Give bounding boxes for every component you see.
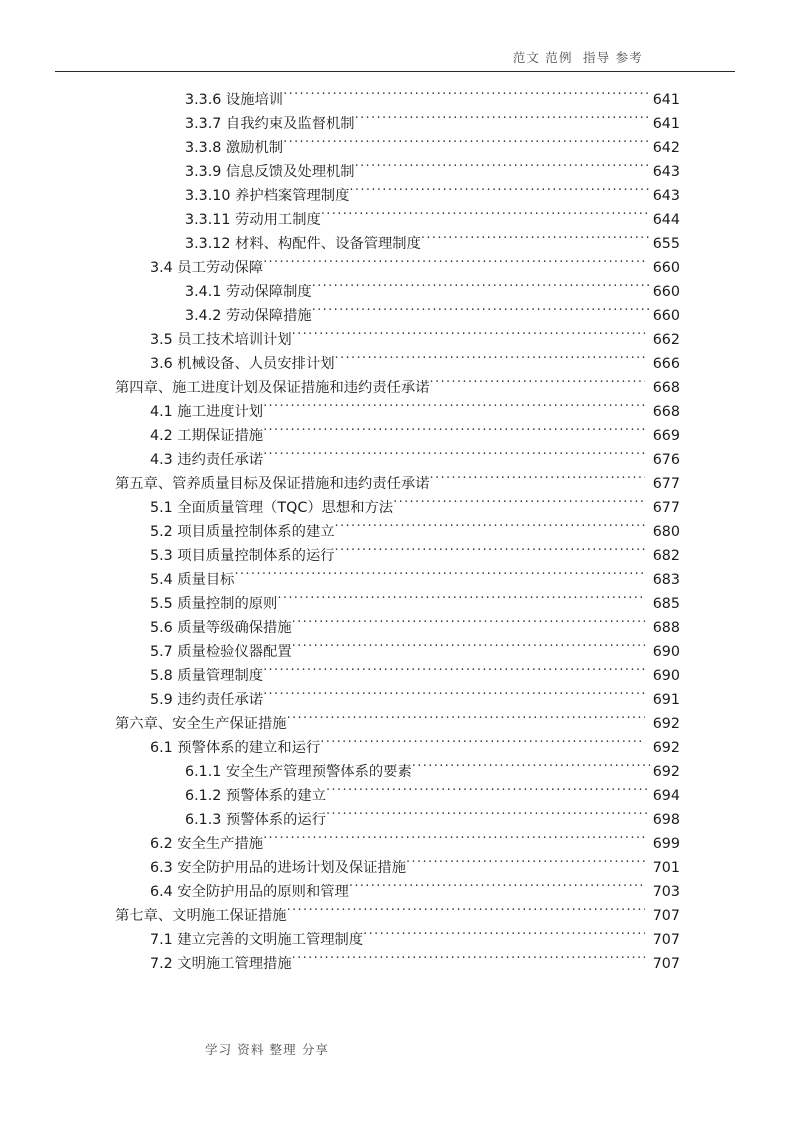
toc-entry-label: 5.4 质量目标 — [150, 572, 235, 588]
toc-entry[interactable] — [0, 184, 793, 208]
toc-leader-dots — [326, 810, 650, 824]
toc-entry[interactable] — [0, 928, 793, 952]
toc-entry[interactable] — [0, 232, 793, 256]
toc-entry-page-number: 698 — [652, 812, 680, 828]
toc-entry-page-number: 677 — [652, 476, 680, 492]
toc-entry[interactable] — [0, 640, 793, 664]
toc-entry-page-number: 692 — [652, 740, 680, 756]
toc-entry-label: 4.1 施工进度计划 — [150, 404, 264, 420]
toc-entry-label: 3.3.9 信息反馈及处理机制 — [185, 164, 355, 180]
toc-entry-label: 3.5 员工技术培训计划 — [150, 332, 292, 348]
toc-entry[interactable] — [0, 88, 793, 112]
toc-entry[interactable] — [0, 496, 793, 520]
toc-leader-dots — [263, 426, 645, 440]
toc-entry-label: 7.1 建立完善的文明施工管理制度 — [150, 932, 364, 948]
toc-entry-page-number: 642 — [652, 140, 680, 156]
toc-entry[interactable] — [0, 520, 793, 544]
toc-entry-label: 5.7 质量检验仪器配置 — [150, 644, 292, 660]
toc-leader-dots — [263, 690, 645, 704]
toc-entry[interactable] — [0, 304, 793, 328]
toc-entry[interactable] — [0, 688, 793, 712]
toc-leader-dots — [283, 90, 650, 104]
toc-entry-label: 6.1 预警体系的建立和运行 — [150, 740, 321, 756]
toc-leader-dots — [326, 786, 650, 800]
toc-entry-label: 5.2 项目质量控制体系的建立 — [150, 524, 335, 540]
toc-entry[interactable] — [0, 256, 793, 280]
toc-entry-page-number: 690 — [652, 644, 680, 660]
toc-entry-page-number: 685 — [652, 596, 680, 612]
toc-entry-label: 3.3.12 材料、构配件、设备管理制度 — [185, 236, 421, 252]
toc-leader-dots — [263, 258, 645, 272]
toc-leader-dots — [421, 234, 650, 248]
page-header — [55, 48, 735, 74]
toc-entry-page-number: 699 — [652, 836, 680, 852]
toc-entry[interactable] — [0, 664, 793, 688]
toc-leader-dots — [412, 762, 650, 776]
toc-entry-page-number: 643 — [652, 164, 680, 180]
toc-entry[interactable] — [0, 760, 793, 784]
toc-entry[interactable] — [0, 712, 793, 736]
toc-entry[interactable] — [0, 568, 793, 592]
toc-leader-dots — [312, 282, 650, 296]
toc-leader-dots — [335, 546, 645, 560]
toc-entry[interactable] — [0, 424, 793, 448]
toc-entry[interactable] — [0, 352, 793, 376]
toc-leader-dots — [263, 450, 645, 464]
toc-entry-page-number: 692 — [652, 764, 680, 780]
toc-entry-label: 6.1.3 预警体系的运行 — [185, 812, 326, 828]
toc-leader-dots — [349, 186, 650, 200]
toc-entry[interactable] — [0, 112, 793, 136]
toc-leader-dots — [292, 954, 645, 968]
toc-leader-dots — [277, 594, 645, 608]
toc-entry[interactable] — [0, 328, 793, 352]
toc-entry-page-number: 660 — [652, 308, 680, 324]
toc-leader-dots — [292, 330, 645, 344]
toc-leader-dots — [406, 858, 645, 872]
toc-leader-dots — [430, 378, 645, 392]
toc-entry[interactable] — [0, 448, 793, 472]
toc-leader-dots — [349, 882, 645, 896]
toc-entry-page-number: 703 — [652, 884, 680, 900]
toc-leader-dots — [283, 138, 650, 152]
toc-entry-label: 3.4.1 劳动保障制度 — [185, 284, 312, 300]
page-header-text: 范文 范例 指导 参考 — [512, 50, 643, 65]
toc-entry-label: 第六章、安全生产保证措施 — [115, 716, 287, 732]
toc-leader-dots — [320, 738, 645, 752]
toc-leader-dots — [335, 522, 645, 536]
toc-leader-dots — [321, 210, 650, 224]
toc-entry-page-number: 668 — [652, 404, 680, 420]
table-of-contents — [0, 88, 793, 976]
toc-leader-dots — [263, 834, 645, 848]
toc-entry-page-number: 707 — [652, 932, 680, 948]
toc-leader-dots — [263, 666, 645, 680]
toc-leader-dots — [393, 498, 645, 512]
toc-entry-label: 4.2 工期保证措施 — [150, 428, 264, 444]
toc-entry-label: 第七章、文明施工保证措施 — [115, 908, 287, 924]
toc-entry-page-number: 683 — [652, 572, 680, 588]
toc-entry-page-number: 682 — [652, 548, 680, 564]
toc-leader-dots — [355, 114, 650, 128]
toc-entry[interactable] — [0, 880, 793, 904]
toc-entry[interactable] — [0, 952, 793, 976]
toc-entry[interactable] — [0, 472, 793, 496]
toc-entry-label: 5.3 项目质量控制体系的运行 — [150, 548, 335, 564]
toc-entry[interactable] — [0, 736, 793, 760]
toc-entry-page-number: 644 — [652, 212, 680, 228]
toc-entry[interactable] — [0, 544, 793, 568]
toc-entry[interactable] — [0, 832, 793, 856]
toc-entry-page-number: 666 — [652, 356, 680, 372]
toc-entry[interactable] — [0, 856, 793, 880]
toc-entry-label: 5.1 全面质量管理（TQC）思想和方法 — [150, 500, 394, 516]
toc-entry-label: 第五章、管养质量目标及保证措施和违约责任承诺 — [115, 476, 430, 492]
toc-entry-label: 5.9 违约责任承诺 — [150, 692, 264, 708]
toc-entry-page-number: 655 — [652, 236, 680, 252]
toc-entry[interactable] — [0, 808, 793, 832]
toc-entry-page-number: 701 — [652, 860, 680, 876]
toc-entry-label: 6.1.2 预警体系的建立 — [185, 788, 326, 804]
toc-leader-dots — [363, 930, 645, 944]
toc-entry[interactable] — [0, 616, 793, 640]
toc-entry-label: 3.3.7 自我约束及监督机制 — [185, 116, 355, 132]
toc-entry-label: 3.4 员工劳动保障 — [150, 260, 264, 276]
toc-entry[interactable] — [0, 904, 793, 928]
toc-entry-label: 4.3 违约责任承诺 — [150, 452, 264, 468]
toc-entry-page-number: 668 — [652, 380, 680, 396]
toc-entry-label: 6.2 安全生产措施 — [150, 836, 264, 852]
toc-entry-page-number: 688 — [652, 620, 680, 636]
toc-entry[interactable] — [0, 592, 793, 616]
toc-leader-dots — [312, 306, 650, 320]
toc-entry-page-number: 691 — [652, 692, 680, 708]
toc-entry-page-number: 660 — [652, 284, 680, 300]
toc-entry-label: 第四章、施工进度计划及保证措施和违约责任承诺 — [115, 380, 430, 396]
page-footer-text: 学习 资料 整理 分享 — [205, 1042, 330, 1057]
toc-entry[interactable] — [0, 376, 793, 400]
toc-leader-dots — [292, 618, 645, 632]
toc-leader-dots — [430, 474, 645, 488]
toc-leader-dots — [292, 642, 645, 656]
toc-entry[interactable] — [0, 160, 793, 184]
toc-entry-label: 6.1.1 安全生产管理预警体系的要素 — [185, 764, 412, 780]
toc-entry-page-number: 641 — [652, 116, 680, 132]
toc-entry-label: 3.3.11 劳动用工制度 — [185, 212, 321, 228]
toc-entry-page-number: 692 — [652, 716, 680, 732]
toc-entry[interactable] — [0, 280, 793, 304]
toc-entry-label: 3.4.2 劳动保障措施 — [185, 308, 312, 324]
toc-leader-dots — [287, 714, 645, 728]
toc-entry-label: 5.6 质量等级确保措施 — [150, 620, 292, 636]
toc-leader-dots — [234, 570, 645, 584]
toc-entry-page-number: 694 — [652, 788, 680, 804]
toc-entry-page-number: 676 — [652, 452, 680, 468]
toc-leader-dots — [287, 906, 645, 920]
toc-entry-label: 3.3.6 设施培训 — [185, 92, 284, 108]
toc-entry-page-number: 690 — [652, 668, 680, 684]
toc-entry-label: 6.3 安全防护用品的进场计划及保证措施 — [150, 860, 407, 876]
toc-entry-page-number: 707 — [652, 908, 680, 924]
toc-entry-label: 3.6 机械设备、人员安排计划 — [150, 356, 335, 372]
toc-entry-label: 3.3.10 养护档案管理制度 — [185, 188, 350, 204]
header-divider — [55, 71, 735, 72]
toc-entry-page-number: 680 — [652, 524, 680, 540]
toc-entry[interactable] — [0, 136, 793, 160]
toc-entry-page-number: 662 — [652, 332, 680, 348]
toc-entry-page-number: 643 — [652, 188, 680, 204]
toc-entry-label: 3.3.8 激励机制 — [185, 140, 284, 156]
toc-entry-page-number: 660 — [652, 260, 680, 276]
toc-entry-label: 7.2 文明施工管理措施 — [150, 956, 292, 972]
toc-entry[interactable] — [0, 400, 793, 424]
toc-entry-label: 6.4 安全防护用品的原则和管理 — [150, 884, 349, 900]
toc-entry-page-number: 677 — [652, 500, 680, 516]
toc-entry-page-number: 707 — [652, 956, 680, 972]
toc-leader-dots — [263, 402, 645, 416]
toc-entry[interactable] — [0, 208, 793, 232]
toc-leader-dots — [335, 354, 645, 368]
toc-leader-dots — [355, 162, 650, 176]
toc-entry-label: 5.5 质量控制的原则 — [150, 596, 278, 612]
toc-entry-label: 5.8 质量管理制度 — [150, 668, 264, 684]
toc-entry[interactable] — [0, 784, 793, 808]
toc-entry-page-number: 641 — [652, 92, 680, 108]
toc-entry-page-number: 669 — [652, 428, 680, 444]
